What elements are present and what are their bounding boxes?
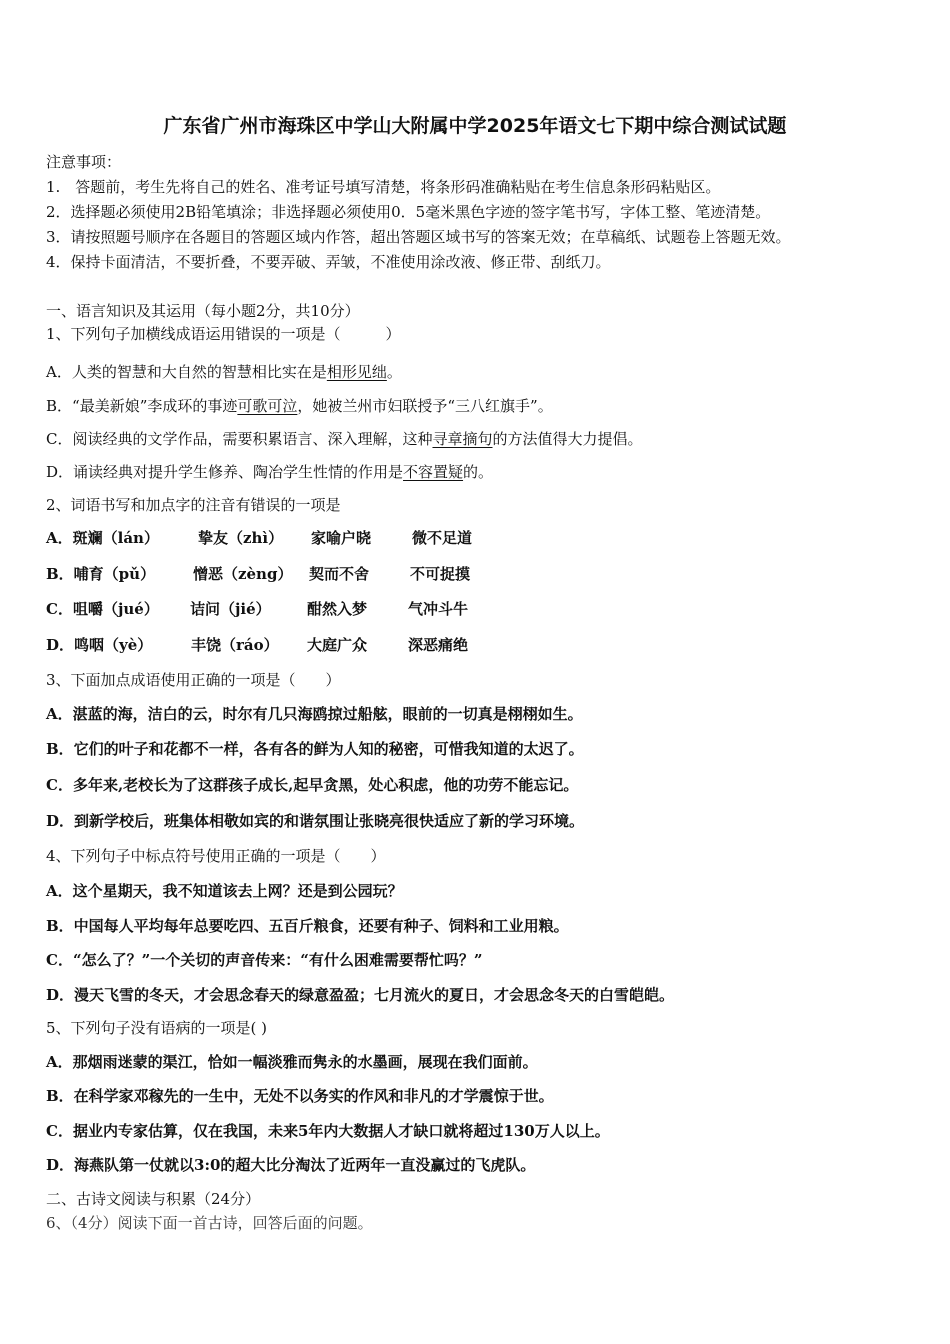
q4-stem: 4、下列句子中标点符号使用正确的一项是（ ）	[46, 847, 386, 865]
q3-option: C．多年来,老校长为了这群孩子成长,起早贪黑，处心积虑，他的功劳不能忘记。	[46, 776, 579, 794]
notice-item: 1. 答题前，考生先将自己的姓名、准考证号填写清楚，将条形码准确粘贴在考生信息条形码粘贴区。	[46, 178, 721, 196]
page-title: 广东省广州市海珠区中学山大附属中学2025年语文七下期中综合测试试题	[163, 115, 787, 137]
notice-item: 3．请按照题号顺序在各题目的答题区域内作答，超出答题区域书写的答案无效；在草稿纸、试题卷上答题无效。	[46, 228, 791, 246]
q5-option: D．海燕队第一仗就以3:0的超大比分淘汰了近两年一直没赢过的飞虎队。	[46, 1156, 536, 1174]
q5-option: B．在科学家邓稼先的一生中，无处不以务实的作风和非凡的才学震惊于世。	[46, 1087, 554, 1105]
notice-item: 2．选择题必须使用2B铅笔填涂；非选择题必须使用0．5毫米黑色字迹的签字笔书写，字体工整、笔迹清楚。	[46, 203, 771, 221]
q5-option: A．那烟雨迷蒙的渠江，恰如一幅淡雅而隽永的水墨画，展现在我们面前。	[46, 1053, 538, 1071]
q1-option-c: C．阅读经典的文学作品，需要积累语言、深入理解，这种寻章摘句的方法值得大力提倡。	[46, 430, 643, 448]
q4-option: C．“怎么了？”一个关切的声音传来：“有什么困难需要帮忙吗？”	[46, 951, 483, 969]
q1-option-a: A．人类的智慧和大自然的智慧相比实在是相形见绌。	[46, 363, 402, 381]
q1-option-b: B．“最美新娘”李成环的事迹可歌可泣，她被兰州市妇联授予“三八红旗手”。	[46, 397, 553, 415]
underlined-idiom: 寻章摘句	[432, 430, 493, 448]
q2-stem: 2、词语书写和加点字的注音有错误的一项是	[46, 496, 341, 514]
q4-option: A．这个星期天，我不知道该去上网？还是到公园玩？	[46, 882, 403, 900]
q4-option: B．中国每人平均每年总要吃四、五百斤粮食，还要有种子、饲料和工业用粮。	[46, 917, 569, 935]
q3-option: B．它们的叶子和花都不一样，各有各的鲜为人知的秘密，可惜我知道的太迟了。	[46, 740, 584, 758]
q5-stem: 5、下列句子没有语病的一项是( )	[46, 1019, 268, 1037]
q1-stem: 1、下列句子加横线成语运用错误的一项是（ ）	[46, 325, 401, 343]
q1-option-d: D．诵读经典对提升学生修养、陶冶学生性情的作用是不容置疑的。	[46, 463, 494, 481]
section1-heading: 一、语言知识及其运用（每小题2分，共10分）	[46, 302, 360, 320]
q5-option: C．据业内专家估算，仅在我国，未来5年内大数据人才缺口就将超过130万人以上。	[46, 1122, 610, 1140]
underlined-idiom: 不容置疑	[403, 463, 464, 481]
q3-option: A．湛蓝的海，洁白的云，时尔有几只海鸥掠过船舷，眼前的一切真是栩栩如生。	[46, 705, 583, 723]
notice-item: 4．保持卡面清洁，不要折叠，不要弄破、弄皱，不准使用涂改液、修正带、刮纸刀。	[46, 253, 611, 271]
underlined-idiom: 可歌可泣	[237, 397, 298, 415]
section2-heading: 二、古诗文阅读与积累（24分）	[46, 1190, 261, 1208]
notice-heading: 注意事项：	[46, 153, 122, 171]
q3-stem: 3、下面加点成语使用正确的一项是（ ）	[46, 671, 341, 689]
q3-option: D．到新学校后，班集体相敬如宾的和谐氛围让张晓亮很快适应了新的学习环境。	[46, 812, 585, 830]
q6-stem: 6、（4分）阅读下面一首古诗，回答后面的问题。	[46, 1214, 373, 1232]
q4-option: D．漫天飞雪的冬天，才会思念春天的绿意盈盈；七月流火的夏日，才会思念冬天的白雪皑皑。	[46, 986, 675, 1004]
underlined-idiom: 相形见绌	[326, 363, 387, 381]
